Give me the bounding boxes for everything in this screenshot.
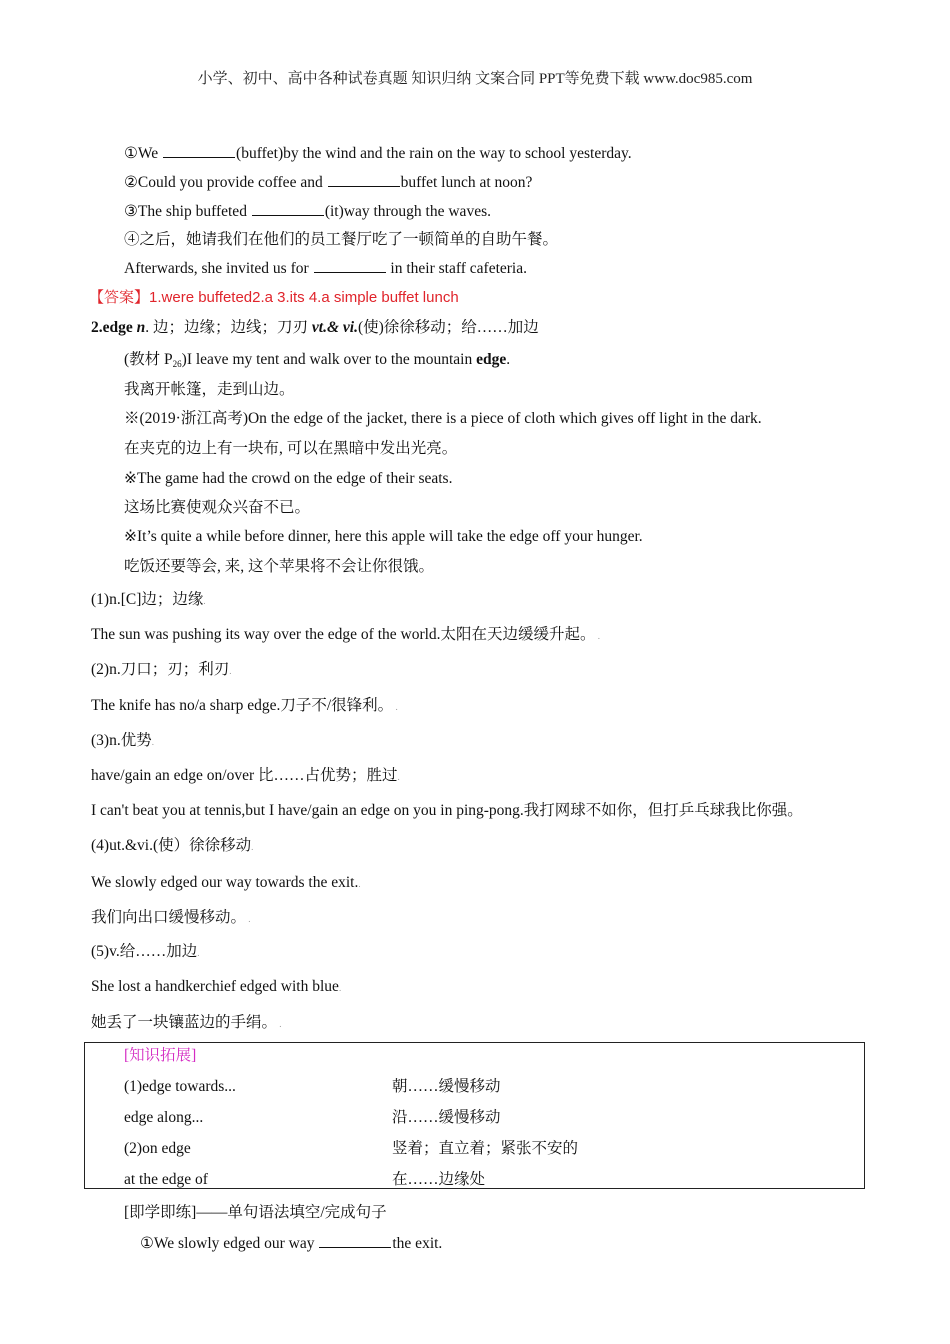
- answer-blank[interactable]: [314, 258, 386, 273]
- practice-question-1: ①We slowly edged our way the exit.: [140, 1235, 443, 1252]
- example-translation: 这场比赛使观众兴奋不已。: [124, 499, 311, 516]
- sense-5-translation: 她丢了一块镶蓝边的手绢。 .: [91, 1014, 282, 1031]
- answer-blank[interactable]: [163, 143, 235, 158]
- box-meaning: 竖着；直立着；紧张不安的: [392, 1140, 579, 1157]
- sense-1-example: The sun was pushing its way over the edge of the world.太阳在天边缓缓升起。 .: [91, 626, 601, 643]
- box-meaning: 沿……缓慢移动: [392, 1109, 501, 1126]
- exercise-question-2: ②Could you provide coffee and buffet lunch at noon?: [124, 174, 533, 191]
- example-translation: 在夹克的边上有一块布, 可以在黑暗中发出光亮。: [124, 440, 458, 457]
- exercise-question-4-chinese: ④之后，她请我们在他们的员工餐厅吃了一顿简单的自助午餐。: [124, 231, 559, 248]
- example-sentence: ※It’s quite a while before dinner, here this apple will take the edge off your hunger.: [124, 528, 643, 545]
- textbook-example: (教材 $P_{26})I$ leave my tent and walk over to the mountain edge.: [124, 351, 511, 369]
- box-phrase: at the edge of: [124, 1171, 208, 1188]
- sense-2-example: The knife has no/a sharp edge.刀子不/很锋利。 .: [91, 697, 398, 714]
- box-phrase: (2)on edge: [124, 1140, 191, 1157]
- sense-5-heading: (5)v.给……加边.: [91, 943, 200, 960]
- box-phrase: edge along...: [124, 1109, 204, 1126]
- box-meaning: 朝……缓慢移动: [392, 1078, 501, 1095]
- sense-3-phrase: have/gain an edge on/over 比……占优势；胜过.: [91, 767, 400, 784]
- page-header: 小学、初中、高中各种试卷真题 知识归纳 文案合同 PPT等免费下载 www.doc985.com: [197, 71, 753, 87]
- exercise-question-1: ①We (buffet)by the wind and the rain on the way to school yesterday.: [124, 145, 632, 162]
- example-translation: 吃饭还要等会, 来, 这个苹果将不会让你很饿。: [124, 558, 435, 575]
- example-sentence: ※The game had the crowd on the edge of their seats.: [124, 470, 453, 487]
- answer-key: 【答案】1.were buffeted2.a 3.its 4.a simple buffet lunch: [89, 289, 459, 306]
- answer-blank[interactable]: [328, 172, 400, 187]
- box-phrase: (1)edge towards...: [124, 1078, 236, 1095]
- sense-4-example: We slowly edged our way towards the exit..: [91, 874, 361, 891]
- answer-blank[interactable]: [319, 1233, 391, 1248]
- box-title: [知识拓展]: [124, 1047, 197, 1064]
- practice-title: [即学即练]——单句语法填空/完成句子: [124, 1204, 387, 1221]
- example-translation: 我离开帐篷，走到山边。: [124, 381, 295, 398]
- vocab-entry-edge: 2.edge n. 边；边缘；边线；刀刃 vt.& vi.(使)徐徐移动；给……加边: [91, 319, 539, 336]
- box-meaning: 在……边缘处: [392, 1171, 486, 1188]
- sense-1-heading: (1)n.[C]边；边缘.: [91, 591, 206, 608]
- sense-4-heading: (4)ut.&vi.(使）徐徐移动.: [91, 837, 254, 854]
- sense-3-heading: (3)n.优势.: [91, 732, 154, 749]
- sense-4-translation: 我们向出口缓慢移动。 .: [91, 909, 251, 926]
- sense-5-example: She lost a handkerchief edged with blue.: [91, 978, 342, 995]
- exercise-question-3: ③The ship buffeted (it)way through the waves.: [124, 203, 491, 220]
- answer-blank[interactable]: [252, 201, 324, 216]
- exercise-question-4: Afterwards, she invited us for in their staff cafeteria.: [124, 260, 527, 277]
- sense-2-heading: (2)n.刀口；刃；利刃.: [91, 661, 232, 678]
- sense-3-example: I can't beat you at tennis,but I have/gain an edge on you in ping-pong.我打网球不如你，但打乒乓球我比你强。: [91, 802, 803, 819]
- example-sentence: ※(2019·浙江高考)On the edge of the jacket, there is a piece of cloth which gives off light in the dark.: [124, 410, 762, 427]
